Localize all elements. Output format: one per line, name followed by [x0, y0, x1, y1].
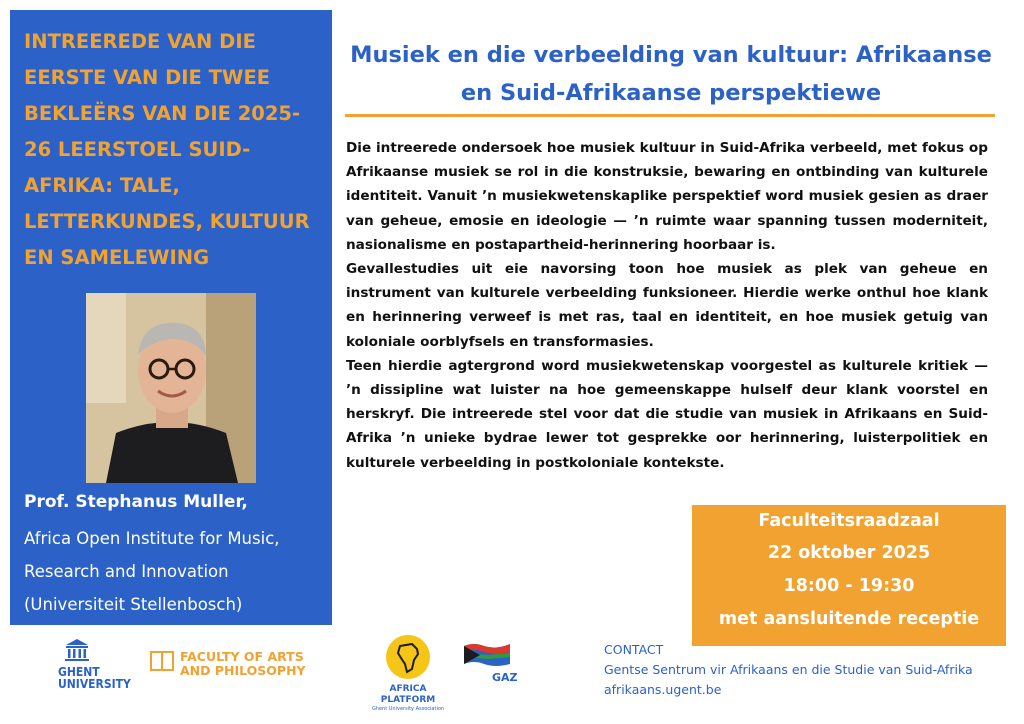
abstract-text [346, 136, 988, 475]
faculty-book-icon [150, 650, 174, 672]
event-details-box [692, 505, 1006, 646]
lecture-title: INTREEREDE VAN DIE EERSTE VAN DIE TWEE BEKLEËRS VAN DIE 2025-26 LEERSTOEL SUID-AFRIKA: TALE, LETTERKUNDES, KULTUUR EN SAMELEWING [24, 30, 310, 269]
gaz-label: GAZ [492, 671, 518, 684]
headline-divider [345, 114, 995, 117]
faculty-logo-line-2: AND PHILOSOPHY [180, 663, 306, 678]
africa-platform-label: AFRICA PLATFORM [380, 684, 436, 705]
contact-organization: Gentse Sentrum vir Afrikaans en die Studie van Suid-Afrika [604, 662, 973, 677]
contact-block [604, 640, 973, 700]
contact-heading: CONTACT [604, 642, 664, 657]
event-date: 22 oktober 2025 [767, 543, 931, 563]
contact-url-link[interactable]: afrikaans.ugent.be [604, 682, 722, 697]
speaker-name: Prof. Stephanus Muller, [24, 492, 248, 512]
faculty-arts-philosophy-logo [150, 649, 306, 678]
abstract-paragraph-1: Die intreerede ondersoek hoe musiek kultuur in Suid-Afrika verbeeld, met fokus op Afrikaanse musiek se rol in die konstruksie, bewaring en ontbinding van kulturele identiteit. Vanuit ’n musiekwetenskaplike perspektief word musiek gesien as draer van geheue, emosie en ideologie — ’n ruimte waar spanning tussen moderniteit, nasionalisme en postapartheid-herinnering hoorbaar is. [346, 140, 988, 253]
gaz-logo [462, 640, 534, 684]
abstract-paragraph-2: Gevallestudies uit eie navorsing toon hoe musiek as plek van geheue en instrument van kulturele verbeelding funksioneer. Hierdie werke onthul hoe klank en herinnering verweef is met ras, taal en identiteit, en hoe musiek getuig van koloniale oorblyfsels en transformasies. [346, 261, 988, 350]
event-time: 18:00 - 19:30 [783, 576, 915, 596]
headline-line-2: en Suid-Afrikaanse perspektiewe [460, 80, 882, 106]
event-venue: Faculteitsraadzaal [758, 511, 940, 531]
south-africa-flag-icon [462, 640, 514, 668]
ghent-university-logo [58, 638, 131, 690]
lecture-headline [346, 36, 996, 112]
ghent-logo-line-2: UNIVERSITY [58, 677, 131, 691]
event-reception-note: met aansluitende receptie [718, 609, 980, 629]
africa-platform-logo [368, 634, 448, 713]
africa-map-icon [385, 634, 431, 680]
speaker-photo [86, 293, 256, 483]
speaker-portrait-image [86, 293, 256, 483]
faculty-logo-line-1: FACULTY OF ARTS [180, 649, 304, 664]
headline-line-1: Musiek en die verbeelding van kultuur: Afrikaanse [350, 42, 992, 68]
ghent-logo-line-1: GHENT [58, 665, 100, 679]
africa-platform-sublabel: Ghent University Association [371, 706, 445, 712]
abstract-paragraph-3: Teen hierdie agtergrond word musiekwetenskap voorgestel as kulturele kritiek — ’n dissipline wat luister na hoe gemeenskappe hulself deur klank voorstel en herskryf. Die intreerede stel voor dat die studie van musiek in Afrikaans en Suid-Afrika ’n unieke bydrae lewer tot gesprekke oor herinnering, luisterpolitiek en kulturele verbeelding in postkoloniale kontekste. [346, 357, 988, 471]
ghent-building-icon [64, 638, 90, 662]
speaker-affiliation: Africa Open Institute for Music, Research and Innovation (Universiteit Stellenbosch) [24, 529, 280, 614]
